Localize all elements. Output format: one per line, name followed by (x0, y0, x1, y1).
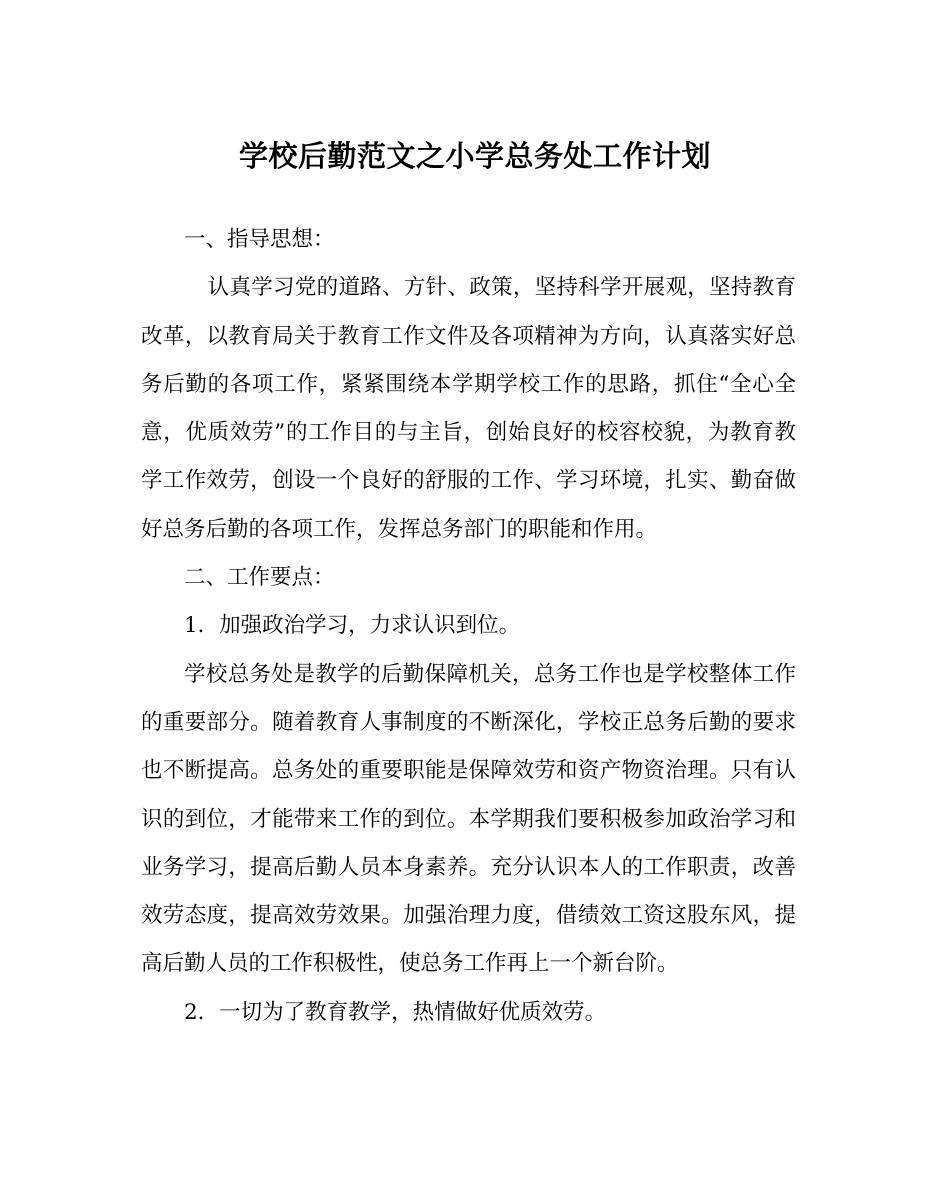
section-heading-work-points: 二、工作要点： (184, 565, 335, 591)
subheading-political-study: 1．加强政治学习，力求认识到位。 (184, 613, 521, 639)
paragraph-political-study: 学校总务处是教学的后勤保障机关，总务工作也是学校整体工作的重要部分。随着教育人事制度的不断深化，学校正总务后勤的要求也不断提高。总务处的重要职能是保障效劳和资产物资治理。只有认识的到位，才能带来工作的到位。本学期我们要积极参加政治学习和业务学习，提高后勤人员本身素养。充分认识本人的工作职责，改善效劳态度，提高效劳效果。加强治理力度，借绩效工资这股东风，提高后勤人员的工作积极性，使总务工作再上一个新台阶。 (141, 661, 796, 977)
paragraph-guiding-thought: 认真学习党的道路、方针、政策，坚持科学开展观，坚持教育改革，以教育局关于教育工作文件及各项精神为方向，认真落实好总务后勤的各项工作，紧紧围绕本学期学校工作的思路，抓住“全心全意，优质效劳”的工作目的与主旨，创始良好的校容校貌，为教育教学工作效劳，创设一个良好的舒服的工作、学习环境，扎实、勤奋做好总务后勤的各项工作，发挥总务部门的职能和作用。 (141, 275, 796, 542)
document-title: 学校后勤范文之小学总务处工作计划 (238, 139, 711, 173)
document-body (141, 216, 796, 1037)
section-heading-guiding-thought: 一、指导思想： (184, 227, 335, 252)
subheading-education-service: 2．一切为了教育教学，热情做好优质效劳。 (184, 999, 607, 1025)
